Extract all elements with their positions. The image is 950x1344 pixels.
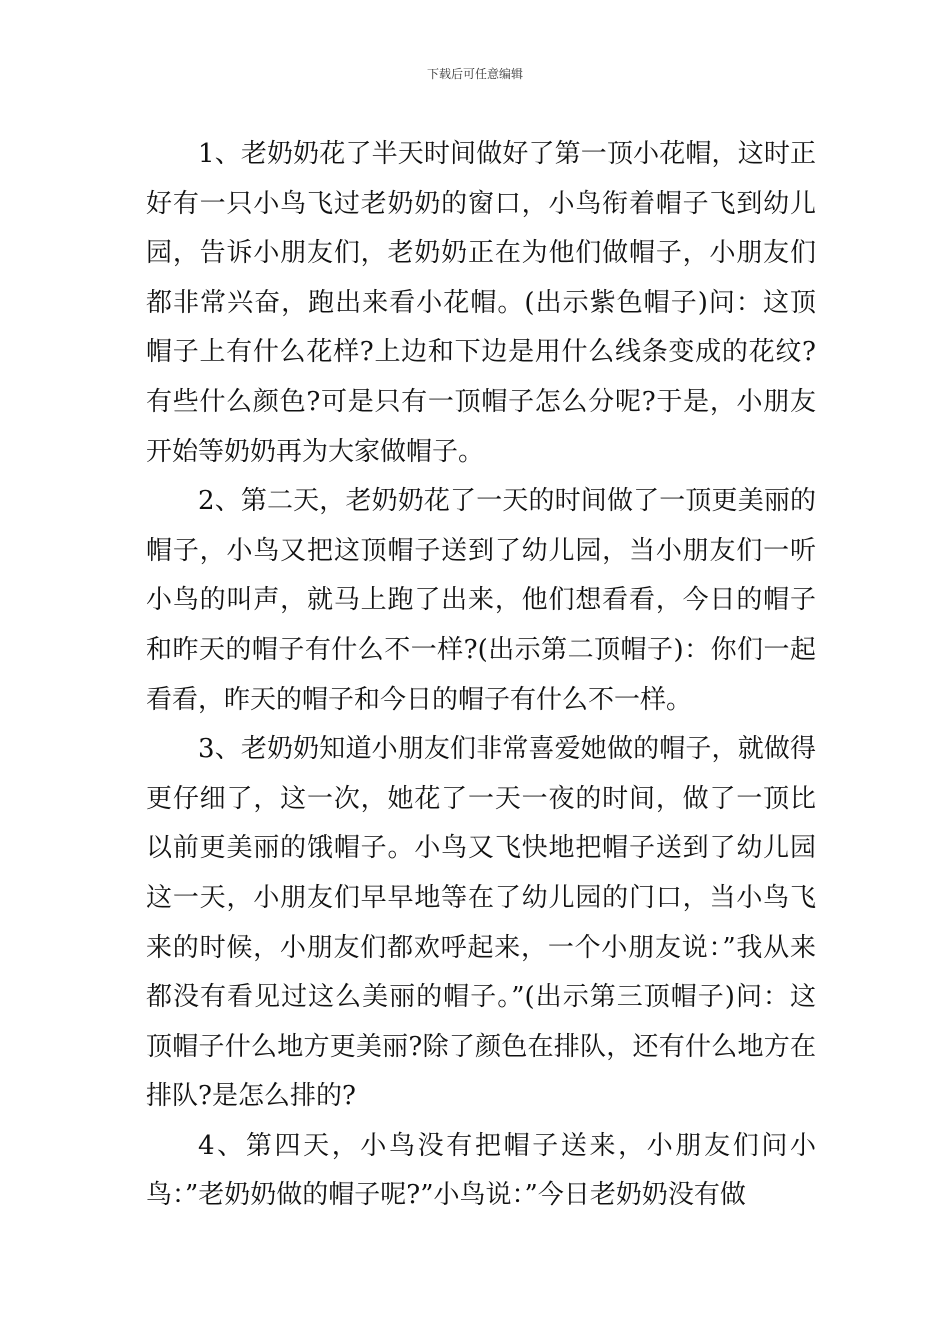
- page-header: 下载后可任意编辑: [426, 67, 523, 81]
- paragraph-3: 3、老奶奶知道小朋友们非常喜爱她做的帽子，就做得更仔细了，这一次，她花了一天一夜的时间，做了一顶比以前更美丽的饿帽子。小鸟又飞快地把帽子送到了幼儿园这一天，小朋友们早早地等在了幼儿园的门口，当小鸟飞来的时候，小朋友们都欢呼起来，一个小朋友说：”我从来都没有看见过这么美丽的帽子。”(出示第三顶帽子)问：这顶帽子什么地方更美丽?除了颜色在排队，还有什么地方在排队?是怎么排的?: [146, 734, 816, 1112]
- paragraph-2: 2、第二天，老奶奶花了一天的时间做了一顶更美丽的帽子，小鸟又把这顶帽子送到了幼儿园，当小朋友们一听小鸟的叫声，就马上跑了出来，他们想看看，今日的帽子和昨天的帽子有什么不一样?(出示第二顶帽子)：你们一起看看，昨天的帽子和今日的帽子有什么不一样。: [146, 486, 816, 715]
- document-body: [146, 130, 816, 1221]
- paragraph-1: 1、老奶奶花了半天时间做好了第一顶小花帽，这时正好有一只小鸟飞过老奶奶的窗口，小鸟衔着帽子飞到幼儿园，告诉小朋友们，老奶奶正在为他们做帽子，小朋友们都非常兴奋，跑出来看小花帽。(出示紫色帽子)问：这顶帽子上有什么花样?上边和下边是用什么线条变成的花纹?有些什么颜色?可是只有一顶帽子怎么分呢?于是，小朋友开始等奶奶再为大家做帽子。: [146, 139, 816, 467]
- paragraph-4: 4、第四天，小鸟没有把帽子送来，小朋友们问小鸟：”老奶奶做的帽子呢?”小鸟说：”今日老奶奶没有做: [146, 1130, 816, 1211]
